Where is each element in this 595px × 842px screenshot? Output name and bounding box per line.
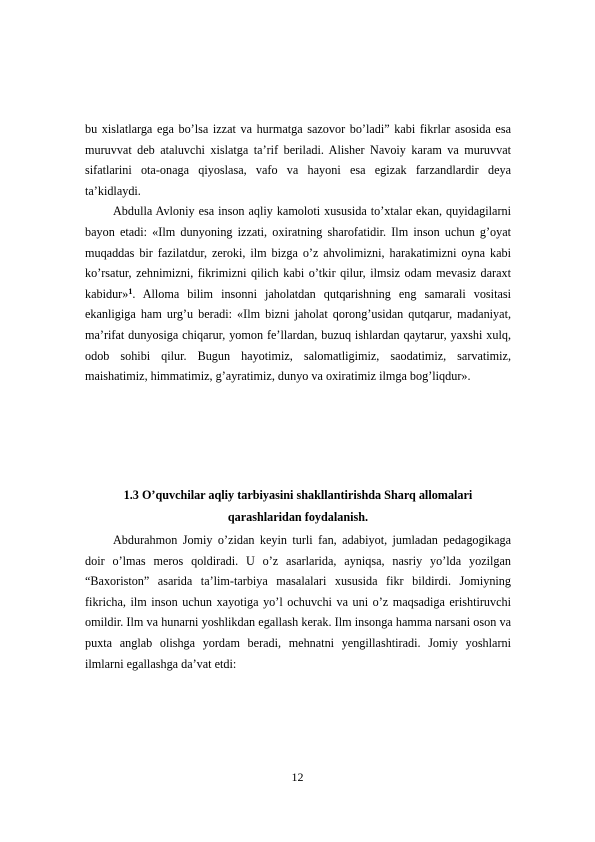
paragraph-3: Abdurahmon Jomiy o’zidan keyin turli fan, adabiyot, jumladan pedagogikaga doir o’lmas meros qoldiradi. U o’z asarlarida, ayniqsa, nasriy yo’lda yozilgan “Baxoriston” asarida ta’lim-tarbiya masalalari xususida fikr bildirdi. Jomiyning fikricha, ilm inson uchun xayotiga yo’l ochuvchi va uni o’z maqsadiga erishtiruvchi omildir. Ilm va hunarni yoshlikdan egallash kerak. Ilm insonga hamma narsani oson va puxta anglab olishga yordam beradi, mehnatni yengillashtiradi. Jomiy yoshlarni ilmlarni egallashga da’vat etdi: [85,533,511,671]
text-block-top [85,119,511,387]
paragraph-2 [85,201,511,386]
text-block-bottom [85,530,511,674]
section-heading-line-2: qarashlaridan foydalanish. [227,510,369,524]
paragraph-1: bu xislatlarga ega bo’lsa izzat va hurmatga sazovor bo’ladi” kabi fikrlar asosida esa muruvvat deb ataluvchi xislatga ta’rif beriladi. Alisher Navoiy karam va muruvvat sifatlarini ota-onaga qiyoslasa, vafo va hayoni esa egizak farzandlardir deya ta’kidlaydi. [85,122,511,198]
section-heading-line-1: 1.3 O’quvchilar aqliy tarbiyasini shakllantirishda Sharq allomalari [123,488,473,502]
page-number: 12 [291,770,304,784]
paragraph-2-text: Abdulla Avloniy esa inson aqliy kamoloti xususida to’xtalar ekan, quyidagilarni bayon etadi: «Ilm dunyoning izzati, oxiratning sharofatidir. Ilm inson uchun g’oyat muqaddas bir fazilatdur, zeroki, ilm bizga o’z ahvolimizni, harakatimizni oyna kabi ko’rsatur, zehnimizni, fikrimizni qilich kabi o’tkir qilur, ilmsiz odam mevasiz daraxt kabidur» [85,204,511,301]
paragraph-2-continued: . Alloma bilim insonni jaholatdan qutqarishning eng samarali vositasi ekanligiga ham urg’u beradi: «Ilm bizni jaholat qorong’usidan qutqarur, madaniyat, ma’rifat dunyosiga chiqarur, yomon fe’llardan, buzuq ishlardan qaytarur, yaxshi xulq, odob sohibi qilur. Bugun hayotimiz, salomatligimiz, saodatimiz, sarvatimiz, maishatimiz, himmatimiz, g’ayratimiz, dunyo va oxiratimiz ilmga bog’liqdur». [85,286,511,384]
footnote-marker: 1 [128,286,133,296]
